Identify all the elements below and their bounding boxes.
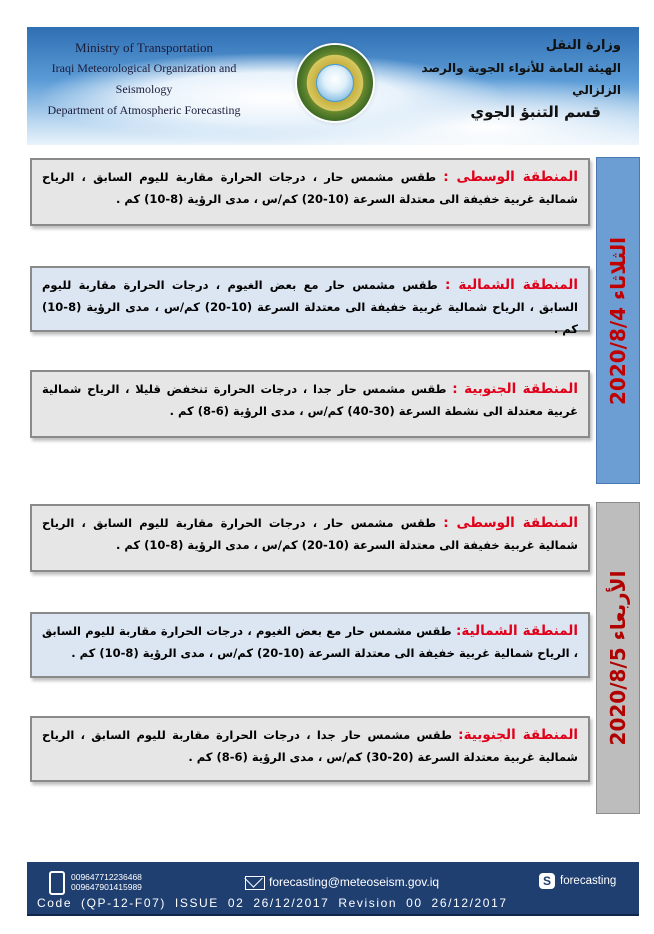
forecast-box-day1-north xyxy=(30,266,590,336)
date-bar-day2 xyxy=(596,502,640,814)
forecast-text: طقس مشمس حار جدا ، درجات الحرارة مقاربة لليوم السابق ، الرياح شمالية غربية معتدلة السرعة (20-30) كم/س ، مدى الرؤية (6-8) كم . xyxy=(42,728,578,764)
logo-emblem-icon xyxy=(297,45,373,121)
phone-number: 009647901415989 xyxy=(71,882,142,892)
document-code: Code (QP-12-F07) ISSUE 02 26/12/2017 Revision 00 26/12/2017 xyxy=(37,896,508,910)
email-link[interactable]: forecasting@meteoseism.gov.iq xyxy=(269,875,440,889)
region-label: المنطقة الجنوبية: xyxy=(458,727,579,743)
region-label: المنطقة الوسطى : xyxy=(443,169,579,185)
forecast-text: طقس مشمس حار مع بعض الغيوم ، درجات الحرارة مقاربة لليوم السابق ، الرياح شمالية غربية خفيفة الى معتدلة السرعة (10-20) كم/س ، مدى الرؤية (8-10) كم . xyxy=(42,278,578,336)
forecast-text: طقس مشمس حار ، درجات الحرارة مقاربة لليوم السابق ، الرياح شمالية غربية خفيفة الى معتدلة السرعة (10-20) كم/س ، مدى الرؤية (8-10) كم . xyxy=(42,170,578,206)
header-banner xyxy=(27,27,639,145)
forecast-box-day1-central xyxy=(30,158,590,226)
forecast-box-day2-south xyxy=(30,716,590,782)
header-english xyxy=(39,37,249,121)
phone-icon xyxy=(49,871,65,895)
department-name-en: Department of Atmospheric Forecasting xyxy=(47,103,241,117)
organization-name-ar: الهيئة العامة للأنواء الجوية والرصد الزلزالي xyxy=(421,61,621,97)
region-label: المنطقة الوسطى : xyxy=(443,515,579,531)
region-label: المنطقة الشمالية: xyxy=(455,623,578,639)
phone-number: 009647712236468 xyxy=(71,872,142,882)
organization-name-en: Iraqi Meteorological Organization and Seismology xyxy=(51,61,237,96)
skype-icon: S xyxy=(539,873,555,889)
phone-numbers xyxy=(71,872,142,892)
region-label: المنطقة الشمالية : xyxy=(445,277,579,293)
mail-icon xyxy=(245,876,265,890)
header-arabic xyxy=(411,35,621,123)
date-label: الأربعاء 2020/8/5 xyxy=(606,570,630,746)
forecast-box-day2-central xyxy=(30,504,590,572)
footer xyxy=(27,862,639,916)
department-name-ar: قسم التنبؤ الجوي xyxy=(470,103,601,121)
ministry-name-en: Ministry of Transportation xyxy=(75,40,213,55)
forecast-box-day2-north xyxy=(30,612,590,678)
forecast-text: طقس مشمس حار جدا ، درجات الحرارة تنخفض قليلا ، الرياح شمالية غربية معتدلة الى نشطة السرعة (30-40) كم/س ، مدى الرؤية (6-8) كم . xyxy=(42,382,578,418)
date-label: الثلاثاء 2020/8/4 xyxy=(606,236,630,405)
region-label: المنطقة الجنوبية : xyxy=(452,381,578,397)
forecast-text: طقس مشمس حار ، درجات الحرارة مقاربة لليوم السابق ، الرياح شمالية غربية خفيفة الى معتدلة السرعة (10-20) كم/س ، مدى الرؤية (8-10) كم . xyxy=(42,516,578,552)
forecast-box-day1-south xyxy=(30,370,590,438)
ministry-name-ar: وزارة النقل xyxy=(545,38,621,53)
skype-handle: forecasting xyxy=(560,875,617,887)
date-bar-day1 xyxy=(596,157,640,484)
forecast-text: طقس مشمس حار مع بعض الغيوم ، درجات الحرارة مقاربة لليوم السابق ، الرياح شمالية غربية خفيفة الى معتدلة السرعة (10-20) كم/س ، مدى الرؤية (8-10) كم . xyxy=(42,624,578,660)
